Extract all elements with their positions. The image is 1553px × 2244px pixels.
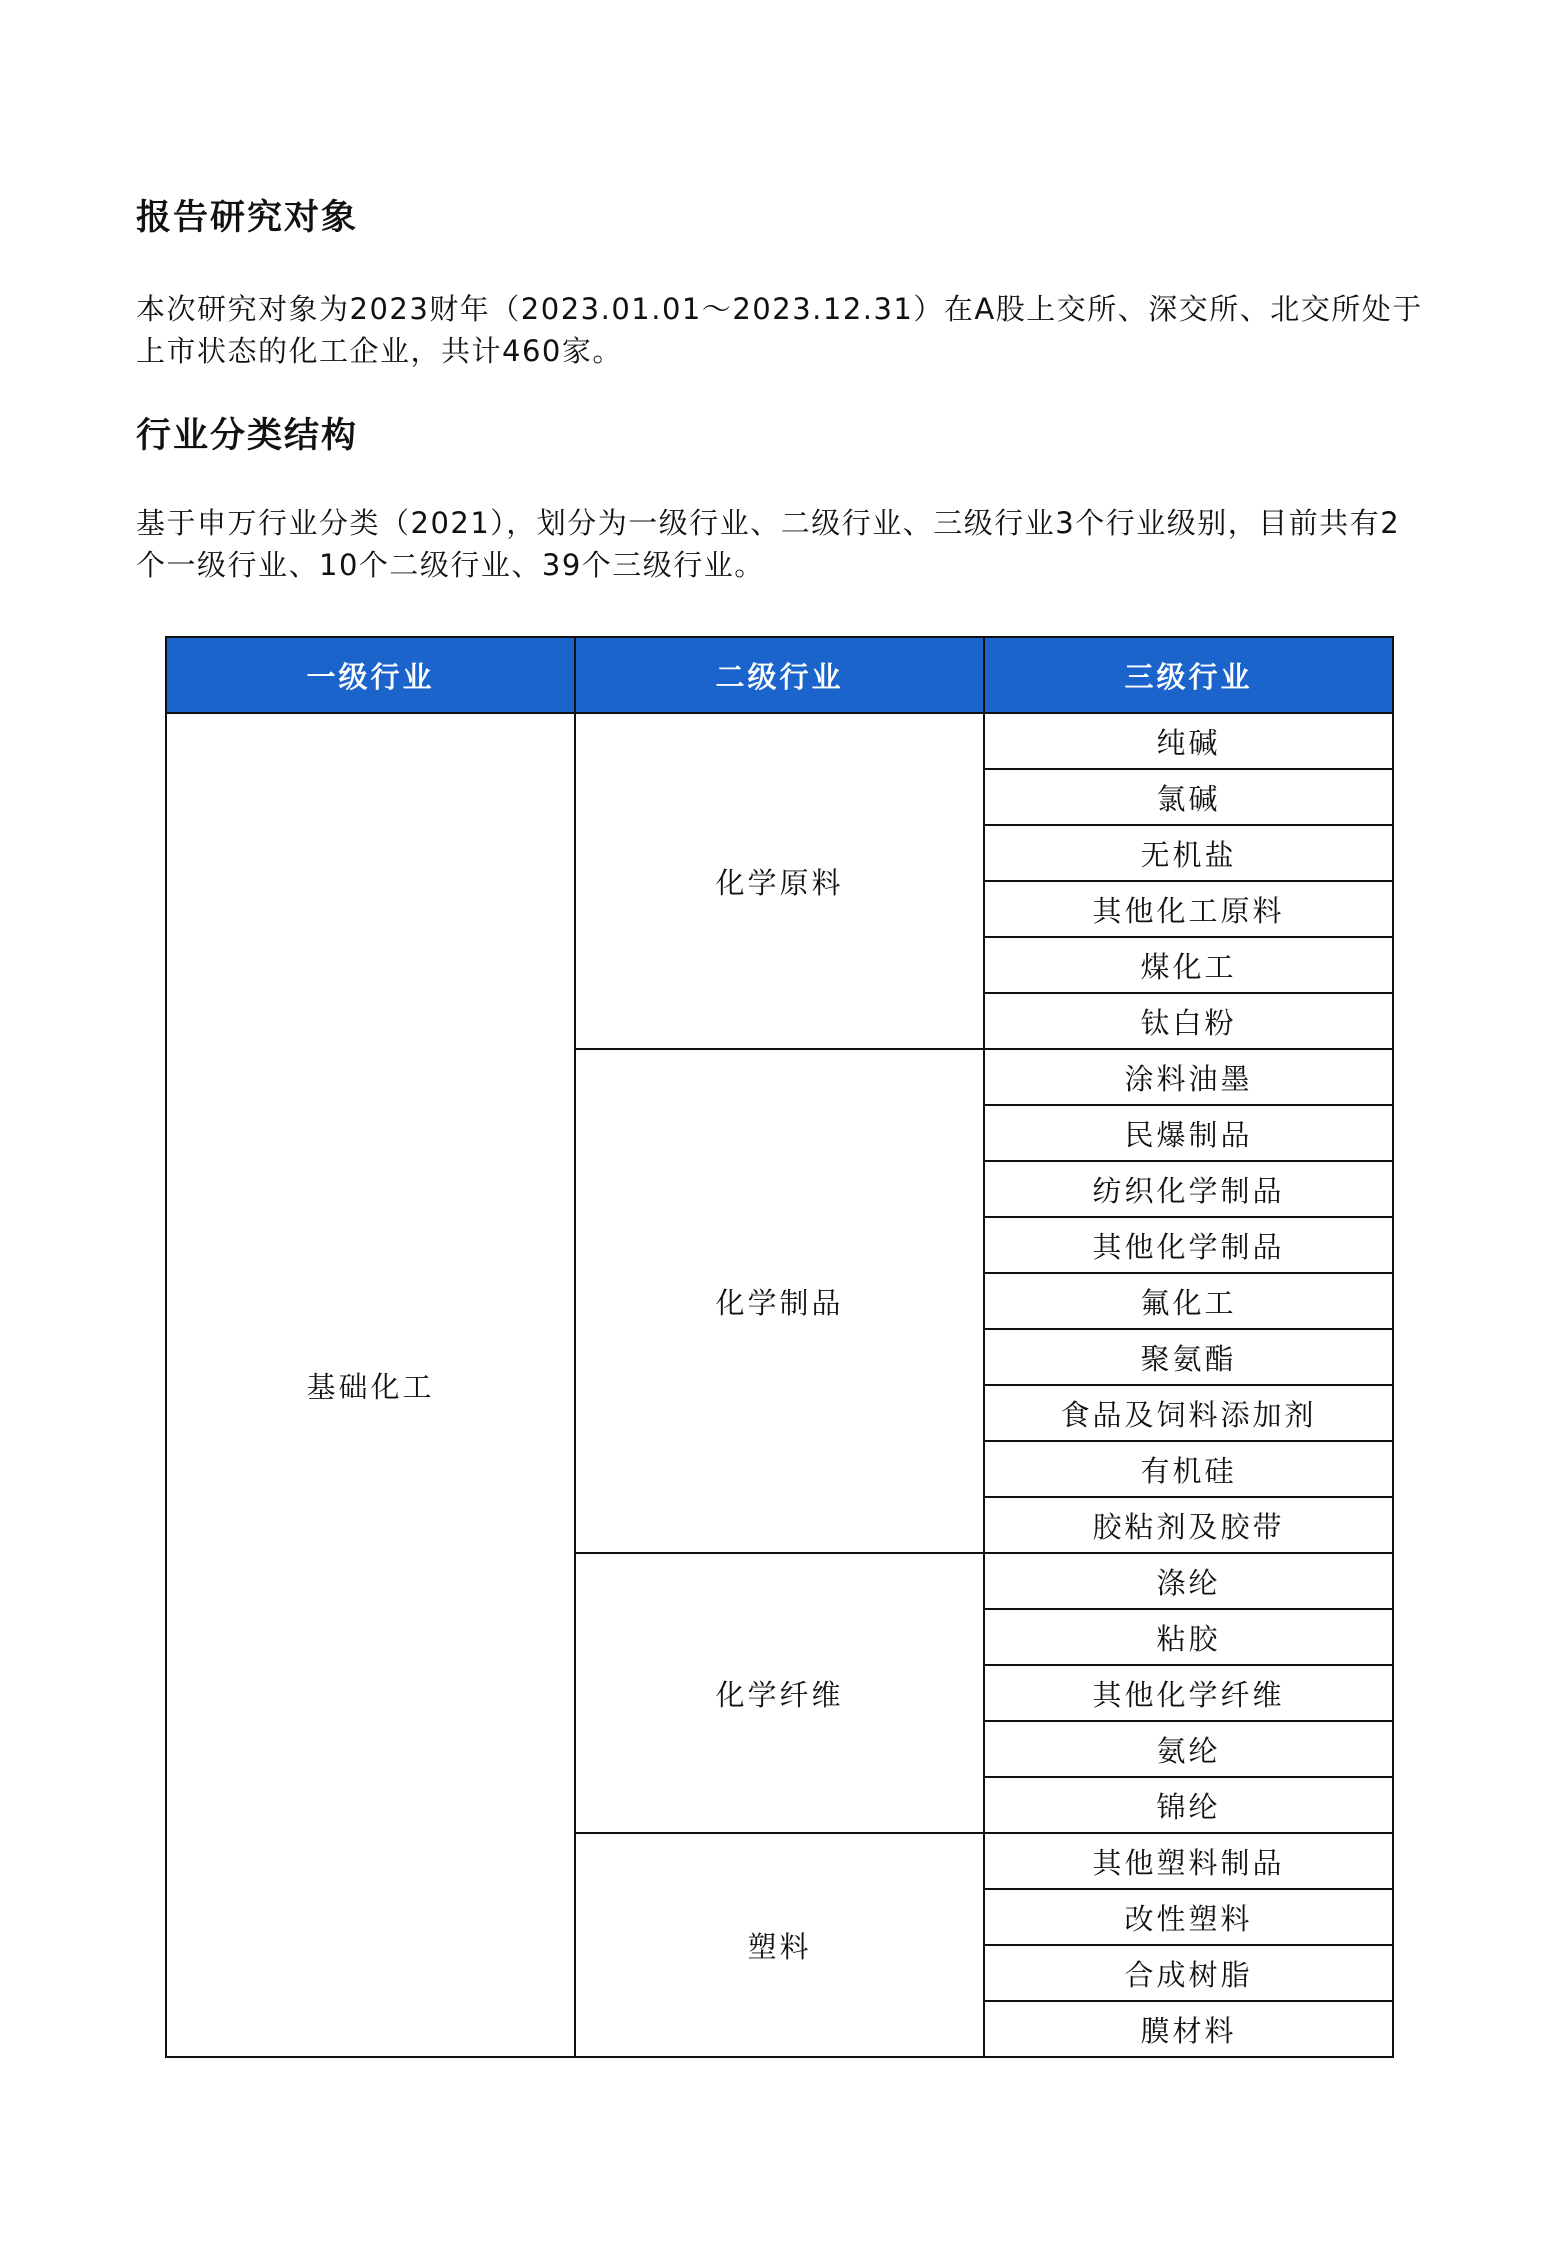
level3-cell: 其他化学纤维 bbox=[984, 1665, 1393, 1721]
header-level1: 一级行业 bbox=[166, 637, 575, 713]
section-heading-industry-structure: 行业分类结构 bbox=[136, 416, 359, 456]
level3-cell: 胶粘剂及胶带 bbox=[984, 1497, 1393, 1553]
level3-cell: 涂料油墨 bbox=[984, 1049, 1393, 1105]
level2-cell: 化学制品 bbox=[575, 1049, 984, 1553]
level3-cell: 膜材料 bbox=[984, 2001, 1393, 2057]
level3-cell: 锦纶 bbox=[984, 1777, 1393, 1833]
section-text-research-object: 本次研究对象为2023财年（2023.01.01～2023.12.31）在A股上交所、深交所、北交所处于上市状态的化工企业，共计460家。 bbox=[136, 292, 1423, 368]
level3-cell: 纯碱 bbox=[984, 713, 1393, 769]
table-body bbox=[166, 713, 1393, 2057]
level3-cell: 无机盐 bbox=[984, 825, 1393, 881]
level3-cell: 聚氨酯 bbox=[984, 1329, 1393, 1385]
level3-cell: 氯碱 bbox=[984, 769, 1393, 825]
level3-cell: 涤纶 bbox=[984, 1553, 1393, 1609]
level3-cell: 纺织化学制品 bbox=[984, 1161, 1393, 1217]
level3-cell: 其他塑料制品 bbox=[984, 1833, 1393, 1889]
level3-cell: 改性塑料 bbox=[984, 1889, 1393, 1945]
table-row bbox=[166, 713, 1393, 769]
header-level3: 三级行业 bbox=[984, 637, 1393, 713]
level3-cell: 其他化工原料 bbox=[984, 881, 1393, 937]
industry-classification-table bbox=[165, 636, 1394, 2058]
level3-cell: 粘胶 bbox=[984, 1609, 1393, 1665]
level3-cell: 氟化工 bbox=[984, 1273, 1393, 1329]
level1-cell: 基础化工 bbox=[166, 713, 575, 2057]
level3-cell: 有机硅 bbox=[984, 1441, 1393, 1497]
section-heading-research-object: 报告研究对象 bbox=[136, 198, 359, 238]
level3-cell: 煤化工 bbox=[984, 937, 1393, 993]
level3-cell: 其他化学制品 bbox=[984, 1217, 1393, 1273]
level2-cell: 化学原料 bbox=[575, 713, 984, 1049]
table-header-row bbox=[166, 637, 1393, 713]
level3-cell: 钛白粉 bbox=[984, 993, 1393, 1049]
level3-cell: 合成树脂 bbox=[984, 1945, 1393, 2001]
level3-cell: 食品及饲料添加剂 bbox=[984, 1385, 1393, 1441]
level2-cell: 塑料 bbox=[575, 1833, 984, 2057]
level3-cell: 氨纶 bbox=[984, 1721, 1393, 1777]
section-text-industry-structure: 基于申万行业分类（2021），划分为一级行业、二级行业、三级行业3个行业级别，目前共有2个一级行业、10个二级行业、39个三级行业。 bbox=[136, 506, 1401, 582]
level2-cell: 化学纤维 bbox=[575, 1553, 984, 1833]
level3-cell: 民爆制品 bbox=[984, 1105, 1393, 1161]
header-level2: 二级行业 bbox=[575, 637, 984, 713]
